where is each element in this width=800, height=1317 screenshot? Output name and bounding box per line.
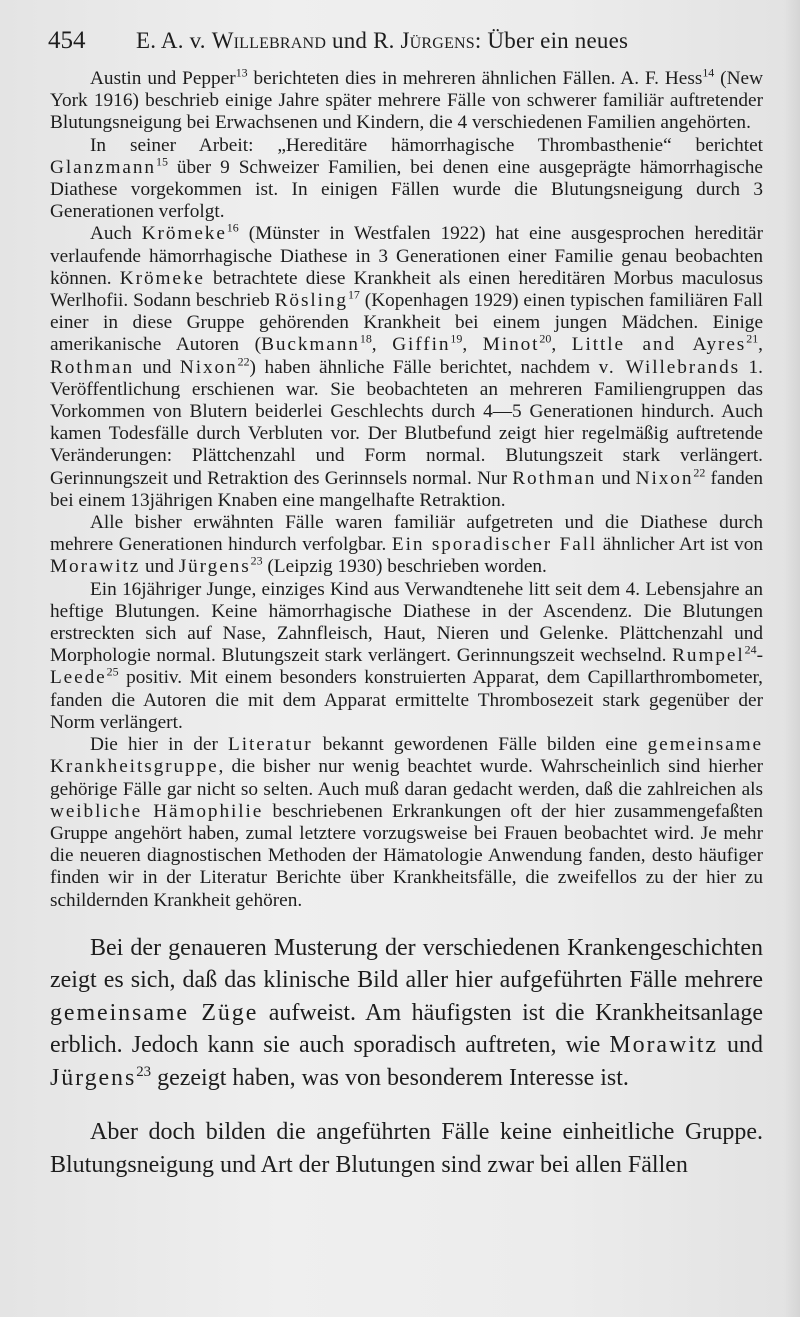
small-print-section: [50, 65, 764, 912]
spaced-emphasis: Morawitz: [609, 1032, 718, 1059]
spaced-emphasis: Ein sporadischer Fall: [391, 534, 598, 556]
paragraph-glanzmann: [50, 135, 763, 224]
text-run: Bei der genaueren Musterung der verschiedenen Krankengeschichten zeigt es sich, daß das klinische Bild aller hier aufgeführten Fälle mehrere: [50, 934, 763, 994]
text-run: ,: [551, 334, 572, 356]
footnote-reference: 22: [693, 465, 706, 480]
author-join: und R.: [326, 28, 401, 53]
footnote-reference: 17: [347, 287, 360, 302]
paragraph-sporadic-case: [50, 512, 763, 579]
footnote-reference: 19: [450, 332, 463, 347]
text-run: über 9 Schweizer Familien, bei denen eine ausgeprägte hämorrhagische Diathese vorgekommen ist. In einigen Fällen wurde die Blutungsneigung durch 3 Generationen verfolgt.: [50, 156, 763, 223]
text-run: 1. Veröffentlichung erschienen war. Sie beobachteten an mehreren Familiengruppen das Vorkommen von Blutern beiderlei Geschlechts durch 4—5 Generationen hindurch. Auch kamen Todesfälle durch Verbluten vor. Der Blutbefund zeigt hier regelmäßig auftretende Veränderungen: Plättchenzahl und Form normal. Blutungszeit stark verlängert. Gerinnungszeit und Retraktion des Gerinnsels normal. Nur: [50, 356, 763, 489]
text-run: ,: [371, 334, 393, 356]
spaced-emphasis: weibliche Hämophilie: [50, 800, 264, 822]
text-run: Alle bisher erwähnten Fälle waren familiär aufgetreten und die Diathese durch mehrere Generationen hindurch verfolgbar.: [50, 512, 763, 556]
spaced-emphasis: gemeinsame Züge: [50, 999, 259, 1026]
page-number: 454: [48, 27, 86, 54]
text-run: aufweist. Am häufigsten ist die Krankheitsanlage erblich. Jedoch kann sie auch sporadisch auftreten, wie: [50, 999, 763, 1059]
text-run: und: [140, 556, 179, 578]
text-run: (Leipzig 1930) beschrieben worden.: [262, 556, 547, 578]
text-run: (Münster in Westfalen 1922) hat eine ausgesprochen hereditär verlaufende hämorrhagische Diathese in 3 Generationen einer Familie genau beobachten können.: [50, 223, 764, 289]
running-title: [136, 26, 628, 56]
footnote-reference: 20: [539, 332, 552, 347]
text-run: positiv. Mit einem besonders konstruierten Apparat, dem Capillarthrombometer, fanden die Autoren die mit dem Apparat ermittelte Thrombosezeit stark gegenüber der Norm verlängert.: [50, 667, 763, 733]
text-run: Austin und Pepper: [90, 68, 236, 89]
title-tail: : Über ein neues: [474, 28, 629, 53]
text-run: fanden bei einem 13jährigen Knaben eine mangelhafte Retraktion.: [50, 467, 763, 511]
spaced-emphasis: Leede: [50, 667, 107, 689]
text-run: Die hier in der: [90, 734, 229, 756]
spaced-emphasis: gemeinsame Krankheitsgruppe: [50, 734, 763, 778]
spaced-emphasis: Rösling: [274, 290, 348, 312]
paragraph-kroemeke: [50, 223, 763, 512]
text-run: betrachtete diese Krankheit als einen hereditären Morbus maculosus Werlhofii. Sodann beschrieb: [50, 267, 763, 312]
footnote-reference: 21: [746, 332, 759, 347]
text-run: (New York 1916) beschrieb einige Jahre später mehrere Fälle von schwerer familiär auftretender Blutungsneigung bei Erwachsenen und Kindern, die 4 verschiedenen Familien angehörten.: [50, 68, 764, 134]
paragraph-austin-pepper-hess: [50, 65, 764, 135]
text-run: berichteten dies in mehreren ähnlichen Fällen. A. F. Hess: [247, 68, 703, 89]
text-run: ,: [758, 334, 763, 356]
spaced-emphasis: v. Willebrands: [598, 356, 741, 378]
text-run: ) haben ähnliche Fälle berichtet, nachdem: [249, 356, 599, 378]
text-run: gezeigt haben, was von besonderem Interesse ist.: [151, 1064, 629, 1091]
text-run: , die bisher nur wenig beachtet wurde. Wahrscheinlich sind hierher gehörige Fälle gar nicht so selten. Auch muß daran gedacht werden, daß die zahlreichen als: [50, 756, 763, 800]
paragraph-common-features: [50, 932, 763, 1095]
spaced-emphasis: Rothman: [50, 356, 134, 378]
text-run: In seiner Arbeit: „Hereditäre hämorrhagische Thrombasthenie“ berichtet: [90, 134, 763, 156]
spaced-emphasis: Nixon: [179, 356, 238, 378]
spaced-emphasis: Jürgens: [50, 1064, 137, 1091]
spaced-emphasis: Jürgens: [178, 556, 251, 578]
spaced-emphasis: Krömeke: [119, 267, 205, 289]
footnote-reference: 14: [702, 65, 715, 80]
spaced-emphasis: Minot: [482, 334, 540, 356]
text-run: ähnlicher Art ist von: [597, 534, 763, 556]
page-body: [50, 65, 764, 1203]
text-run: und: [717, 1032, 764, 1059]
main-text-section: [50, 932, 763, 1182]
spaced-emphasis: Literatur: [228, 734, 313, 756]
paragraph-not-uniform: [50, 1116, 763, 1181]
footnote-reference: 24: [744, 642, 757, 657]
scan-edge-shadow: [784, 0, 800, 1317]
text-run: und: [134, 356, 180, 378]
footnote-reference: 18: [359, 332, 372, 347]
spaced-emphasis: Buckmann: [261, 334, 360, 356]
footnote-reference: 13: [235, 65, 248, 80]
spaced-emphasis: Morawitz: [50, 556, 141, 578]
spaced-emphasis: Giffin: [392, 334, 451, 356]
spaced-emphasis: Rothman: [512, 467, 597, 489]
footnote-reference: 22: [237, 354, 250, 369]
paragraph-literature-group: [50, 734, 763, 912]
text-run: ,: [462, 334, 483, 356]
text-run: Ein 16jähriger Junge, einziges Kind aus Verwandtenehe litt seit dem 4. Lebensjahre an heftige Blutungen. Keine hämorrhagische Diathese in der Ascendenz. Die Blutungen erstreckten sich auf Nase, Zahnfleisch, Haut, Nieren und Gelenke. Plättchenzahl und Morphologie normal. Blutungszeit stark verlängert. Gerinnungszeit wechselnd.: [50, 578, 763, 667]
spaced-emphasis: Nixon: [635, 467, 694, 489]
text-run: Aber doch bilden die angeführten Fälle keine einheitliche Gruppe. Blutungsneigung und Art der Blutungen sind zwar bei allen Fällen: [50, 1119, 763, 1178]
paragraph-case-description: [50, 579, 763, 734]
footnote-reference: 15: [155, 154, 168, 169]
footnote-reference: 23: [250, 554, 263, 569]
spaced-emphasis: Little and Ayres: [571, 334, 747, 356]
running-header: [48, 26, 764, 60]
text-run: und: [596, 467, 636, 489]
footnote-reference: 25: [106, 665, 119, 680]
footnote-reference: 16: [226, 221, 239, 235]
author-prefix: E. A. v.: [136, 28, 212, 53]
author-juergens: Jürgens: [400, 28, 475, 53]
spaced-emphasis: Krömeke: [141, 223, 227, 245]
spaced-emphasis: Glanzmann: [50, 156, 156, 178]
footnote-reference: 23: [136, 1063, 152, 1080]
text-run: Auch: [90, 223, 142, 245]
text-run: -: [756, 645, 763, 667]
text-run: beschriebenen Erkrankungen oft der hier zusammengefaßten Gruppe angehört haben, zumal letztere vorzugsweise bei Frauen beobachtet wird. Je mehr die neueren diagnostischen Methoden der Hämatologie Anwendung fanden, desto häufiger finden wir in der Literatur Berichte über Krankheitsfälle, die zweifellos zu der hier zu schildernden Krankheit gehören.: [50, 800, 763, 911]
text-run: bekannt gewordenen Fälle bilden eine: [312, 734, 648, 756]
text-run: (Kopenhagen 1929) einen typischen familiären Fall einer in diese Gruppe gehörenden Krankheit bei einem jungen Mädchen. Einige amerikanische Autoren (: [50, 290, 763, 356]
spaced-emphasis: Rumpel: [672, 645, 745, 667]
author-willebrand: Willebrand: [211, 28, 327, 53]
